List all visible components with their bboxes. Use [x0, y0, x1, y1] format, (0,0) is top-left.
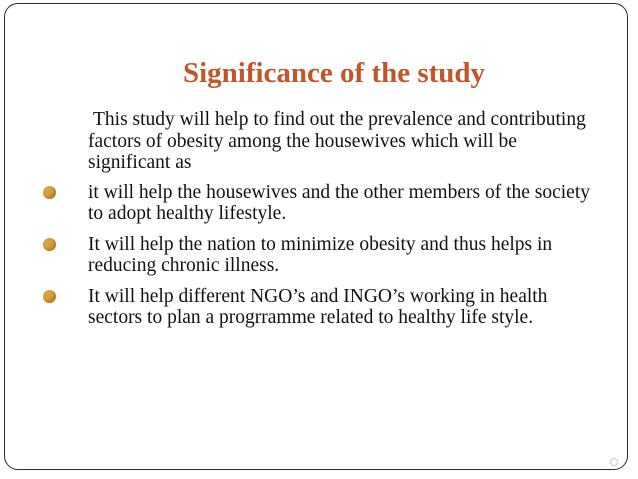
bullet-text-1: it will help the housewives and the other members of the society to adopt healthy lifestyle.	[88, 181, 591, 224]
bullet-item-2	[88, 234, 598, 277]
bullet-disc-icon	[43, 186, 56, 199]
intro-text: This study will help to find out the prevalence and contributing factors of obesity among the housewives which will be significant as	[88, 109, 586, 173]
intro-paragraph	[88, 109, 598, 174]
bullet-item-1	[88, 182, 598, 225]
bullet-item-3	[88, 286, 598, 329]
bullet-text-2: It will help the nation to minimize obesity and thus helps in reducing chronic illness.	[88, 233, 553, 276]
slide-title: Significance of the study	[182, 57, 486, 89]
bullet-disc-icon	[43, 238, 56, 251]
bullet-text-3: It will help different NGO’s and INGO’s working in health sectors to plan a progrramme related to healthy life style.	[88, 285, 548, 328]
slide-content	[88, 109, 598, 338]
bullet-list	[88, 182, 598, 329]
bullet-disc-icon	[43, 290, 56, 303]
page-corner-mark	[610, 458, 618, 466]
